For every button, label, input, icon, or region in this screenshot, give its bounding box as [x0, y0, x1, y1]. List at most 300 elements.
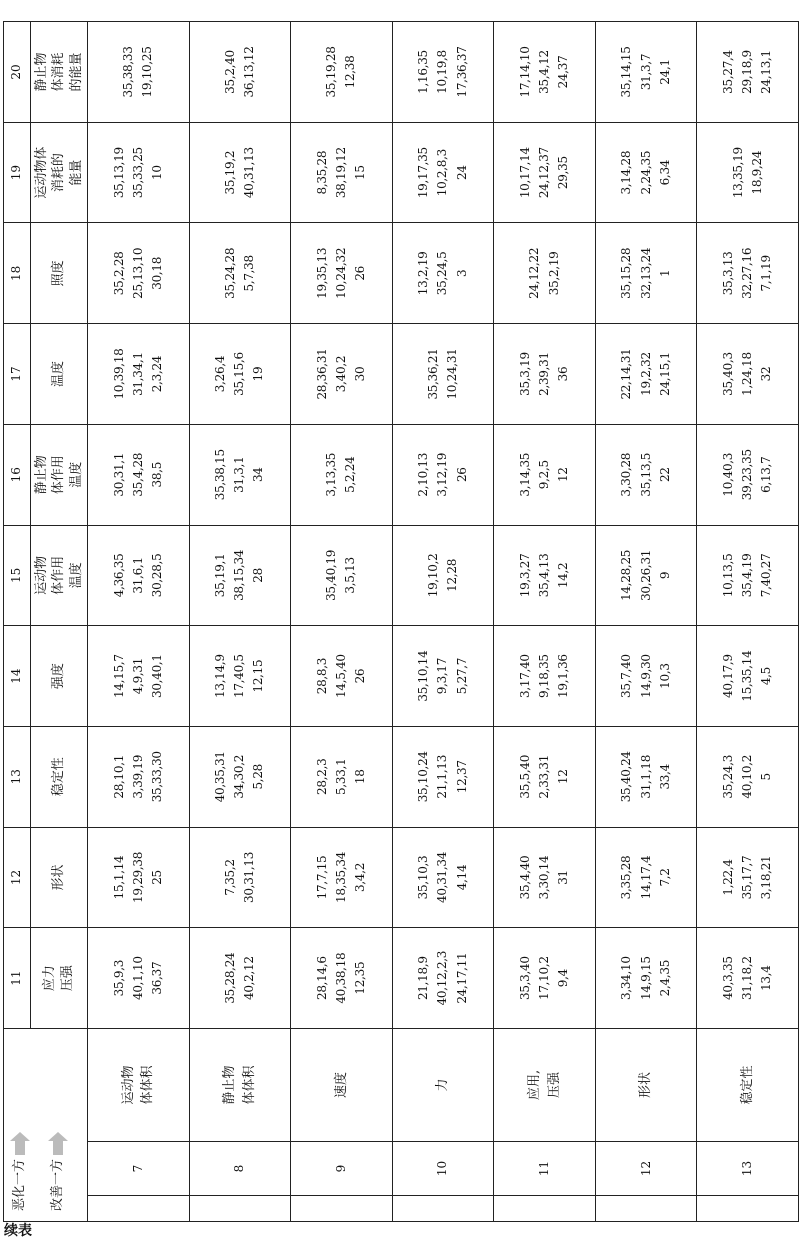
matrix-cell: [88, 525, 190, 626]
cell-line: 40,35,31: [213, 751, 228, 803]
row-spacer-cell: [291, 1196, 393, 1222]
column-label-cell: [31, 726, 88, 827]
column-label-cell: [31, 626, 88, 727]
cell-line: 40,3,35: [720, 956, 735, 1000]
cell-line: 2,24,35: [638, 150, 653, 195]
cell-line: 28,14,6: [314, 956, 329, 1000]
cell-line: 32,27,16: [740, 247, 755, 299]
cell-line: 14,9,15: [638, 956, 653, 1000]
cell-line: 5,33,1: [333, 758, 348, 795]
cell-line: 24,15,1: [657, 352, 672, 396]
matrix-cell: [595, 22, 697, 123]
cell-line: 3,4,2: [353, 862, 367, 892]
matrix-cell: [291, 525, 393, 626]
cell-line: 13,35,19: [730, 147, 745, 199]
matrix-cell: [291, 424, 393, 525]
row-number-cell: 7: [88, 1142, 190, 1196]
cell-line: 12,15: [251, 659, 266, 693]
cell-line: 40,2,12: [241, 956, 256, 1000]
cell-line: 35,14,15: [619, 46, 634, 98]
cell-line: 温度: [68, 562, 84, 589]
cell-line: 3,14,28: [619, 150, 634, 195]
cell-line: 26: [454, 467, 469, 483]
cell-line: 31,18,2: [740, 956, 755, 1000]
matrix-cell: [595, 223, 697, 324]
cell-line: 运动物: [120, 1065, 136, 1105]
matrix-cell: [697, 928, 799, 1029]
matrix-cell: [189, 324, 291, 425]
cell-line: 静止物: [33, 52, 49, 92]
cell-line: 14,15,7: [111, 654, 126, 698]
cell-line: 34,30,2: [232, 754, 247, 799]
cell-line: 19,29,38: [130, 851, 145, 903]
column-number-cell: 13: [4, 726, 31, 827]
matrix-cell: [291, 928, 393, 1029]
cell-line: 24,12,37: [536, 147, 551, 199]
cell-line: 28,8,3: [314, 657, 329, 695]
cell-line: 35,24,28: [222, 247, 237, 299]
cell-line: 9,3,17: [435, 657, 450, 695]
cell-line: 35,40,19: [324, 549, 339, 601]
cell-line: 7,2: [657, 868, 672, 887]
cell-line: 12,38: [343, 55, 358, 89]
cell-line: 运动物体: [33, 146, 49, 199]
cell-line: 35,28,24: [222, 952, 237, 1004]
cell-line: 2,39,31: [536, 352, 551, 396]
matrix-cell: [392, 324, 494, 425]
row-number-cell: 13: [697, 1142, 799, 1196]
row-number-cell: 9: [291, 1142, 393, 1196]
cell-line: 35,24,5: [435, 251, 450, 296]
cell-line: 2,4,35: [657, 959, 672, 997]
cell-line: 9,4: [556, 969, 571, 988]
row-number-cell: 12: [595, 1142, 697, 1196]
matrix-cell: [697, 223, 799, 324]
cell-line: 32: [759, 366, 774, 382]
cell-line: 17,14,10: [517, 46, 532, 98]
matrix-cell: [392, 626, 494, 727]
matrix-cell: [88, 726, 190, 827]
matrix-cell: [189, 626, 291, 727]
cell-line: 28,2,3: [314, 758, 329, 795]
cell-line: 40,1,10: [130, 956, 145, 1000]
cell-line: 3,40,2: [333, 355, 348, 393]
cell-line: 35,40,3: [720, 352, 735, 396]
table-row: [189, 22, 291, 1222]
cell-line: 18,35,34: [333, 851, 348, 903]
matrix-cell: [595, 827, 697, 928]
cell-line: 应用,: [527, 1069, 543, 1101]
matrix-cell: [494, 122, 596, 223]
cell-line: 5,2,24: [343, 456, 358, 493]
cell-line: 24,1: [657, 59, 672, 85]
matrix-cell: [697, 525, 799, 626]
cell-line: 3,18,21: [759, 855, 774, 900]
cell-line: 35,19,1: [213, 553, 228, 598]
cell-line: 3,30,14: [536, 855, 551, 900]
cell-line: 31,34,1: [130, 352, 145, 396]
matrix-cell: [595, 324, 697, 425]
row-label-cell: [88, 1028, 190, 1141]
matrix-cell: [595, 928, 697, 1029]
row-spacer-cell: [88, 1196, 190, 1222]
row-label-cell: [494, 1028, 596, 1141]
cell-line: 35,17,7: [740, 855, 755, 900]
cell-line: 30,31,13: [241, 851, 256, 903]
cell-line: 10,2,8,3: [435, 149, 450, 197]
worse-side-text: 恶化一方: [12, 1158, 27, 1211]
cell-line: 19,2,32: [638, 352, 653, 396]
table-body: [4, 22, 799, 1222]
matrix-cell: [697, 324, 799, 425]
cell-line: 35,24,3: [720, 754, 735, 799]
row-number-cell: 10: [392, 1142, 494, 1196]
cell-line: 33,4: [657, 764, 672, 790]
matrix-cell: [697, 726, 799, 827]
cell-line: 35,33,25: [130, 147, 145, 199]
cell-line: 35,3,19: [517, 352, 532, 396]
cell-line: 35,10,3: [416, 855, 431, 900]
cell-line: 10,24,32: [333, 247, 348, 299]
row-spacer-cell: [189, 1196, 291, 1222]
matrix-cell: [291, 223, 393, 324]
row-number-cell: 11: [494, 1142, 596, 1196]
cell-line: 温度: [51, 361, 67, 388]
cell-line: 3: [454, 269, 469, 277]
cell-line: 照度: [51, 260, 67, 287]
cell-line: 35,10,14: [416, 650, 431, 702]
cell-line: 5: [759, 773, 774, 781]
matrix-cell: [392, 928, 494, 1029]
cell-line: 17,7,15: [314, 855, 329, 900]
cell-line: 体体积: [140, 1065, 156, 1105]
better-side-label: [48, 1141, 69, 1211]
cell-line: 5,28: [251, 764, 266, 790]
cell-line: 速度: [333, 1071, 349, 1098]
cell-line: 35,3,13: [720, 251, 735, 296]
cell-line: 35,2,28: [111, 251, 126, 296]
cell-line: 31,1,18: [638, 754, 653, 799]
cell-line: 12,37: [454, 760, 469, 794]
cell-line: 35,40,24: [619, 751, 634, 803]
rotated-table-wrapper: [3, 22, 801, 1222]
cell-line: 31,6,1: [130, 557, 145, 594]
cell-line: 应力: [42, 965, 58, 992]
column-number-row: [4, 22, 31, 1222]
cell-line: 9,2,5: [536, 460, 551, 490]
matrix-cell: [494, 424, 596, 525]
cell-line: 4,9,31: [130, 657, 145, 695]
matrix-cell: [697, 424, 799, 525]
cell-line: 30,40,1: [149, 654, 164, 698]
cell-line: 10,17,14: [517, 147, 532, 199]
cell-line: 静止物: [222, 1065, 238, 1105]
matrix-cell: [392, 827, 494, 928]
matrix-cell: [494, 626, 596, 727]
cell-line: 35,36,21: [425, 348, 440, 400]
column-label-cell: [31, 324, 88, 425]
row-label-cell: [392, 1028, 494, 1141]
cell-line: 体作用: [51, 455, 67, 495]
cell-line: 40,38,18: [333, 952, 348, 1004]
cell-line: 10,39,18: [111, 348, 126, 400]
column-number-cell: 18: [4, 223, 31, 324]
cell-line: 35,15,6: [232, 352, 247, 396]
cell-line: 19,10,2: [425, 553, 440, 598]
matrix-cell: [494, 22, 596, 123]
column-number-cell: 17: [4, 324, 31, 425]
matrix-cell: [392, 223, 494, 324]
cell-line: 17,10,2: [536, 956, 551, 1000]
cell-line: 31: [556, 870, 571, 885]
table-row: [291, 22, 393, 1222]
cell-line: 稳定性: [739, 1065, 755, 1105]
right-arrow-icon: [53, 1141, 63, 1155]
cell-line: 12: [556, 467, 571, 483]
cell-line: 35,3,40: [517, 956, 532, 1000]
matrix-cell: [189, 424, 291, 525]
cell-line: 36,37: [149, 961, 164, 995]
matrix-cell: [88, 324, 190, 425]
cell-line: 35,19,2: [222, 150, 237, 195]
matrix-cell: [494, 928, 596, 1029]
cell-line: 19,10,25: [140, 46, 155, 98]
row-number-cell: 8: [189, 1142, 291, 1196]
cell-line: 2,3,24: [149, 355, 164, 393]
cell-line: 6,34: [657, 159, 672, 186]
matrix-cell: [697, 827, 799, 928]
cell-line: 39,23,35: [740, 449, 755, 501]
cell-line: 8,35,28: [314, 150, 329, 195]
matrix-cell: [291, 626, 393, 727]
cell-line: 25,13,10: [130, 247, 145, 299]
cell-line: 35,38,33: [121, 46, 136, 98]
cell-line: 35,15,28: [619, 247, 634, 299]
cell-line: 形状: [638, 1071, 654, 1098]
cell-line: 6,13,7: [759, 456, 774, 493]
cell-line: 26: [353, 266, 367, 281]
cell-line: 3,26,4: [213, 355, 228, 393]
row-spacer-cell: [697, 1196, 799, 1222]
cell-line: 24,12,22: [527, 247, 542, 299]
matrix-cell: [189, 223, 291, 324]
matrix-cell: [189, 726, 291, 827]
cell-line: 的能量: [68, 52, 84, 92]
cell-line: 14,2: [556, 562, 571, 589]
cell-line: 4,5: [759, 666, 774, 686]
matrix-cell: [88, 626, 190, 727]
cell-line: 35,4,19: [740, 553, 755, 598]
cell-line: 2,33,31: [536, 754, 551, 799]
cell-line: 消耗的: [51, 153, 67, 193]
column-label-cell: [31, 827, 88, 928]
cell-line: 35,5,40: [517, 754, 532, 799]
cell-line: 26: [353, 668, 367, 684]
matrix-cell: [291, 726, 393, 827]
cell-line: 14,28,25: [619, 549, 634, 601]
matrix-cell: [88, 827, 190, 928]
cell-line: 3,12,19: [435, 452, 450, 497]
cell-line: 35,4,13: [536, 553, 551, 598]
matrix-cell: [88, 223, 190, 324]
column-number-cell: 16: [4, 424, 31, 525]
cell-line: 15,35,14: [740, 650, 755, 702]
column-label-cell: [31, 424, 88, 525]
continued-label: 续表: [4, 1223, 32, 1239]
column-label-cell: [31, 928, 88, 1029]
cell-line: 3,35,28: [619, 855, 634, 900]
matrix-cell: [88, 22, 190, 123]
cell-line: 10,13,5: [720, 553, 735, 598]
cell-line: 1: [657, 269, 672, 277]
matrix-cell: [88, 928, 190, 1029]
cell-line: 13,2,19: [416, 251, 431, 296]
cell-line: 14,5,40: [333, 654, 348, 698]
matrix-cell: [697, 22, 799, 123]
matrix-cell: [392, 726, 494, 827]
matrix-cell: [291, 122, 393, 223]
cell-line: 10: [149, 165, 164, 180]
cell-line: 10,3: [657, 663, 672, 689]
cell-line: 35,13,5: [638, 452, 653, 497]
cell-line: 温度: [68, 461, 84, 488]
cell-line: 15: [353, 165, 367, 180]
cell-line: 35,9,3: [111, 959, 126, 997]
cell-line: 21,1,13: [435, 754, 450, 799]
worse-side-label: [10, 1141, 31, 1211]
cell-line: 30,31,1: [111, 452, 126, 497]
cell-line: 12: [556, 769, 571, 785]
cell-line: 40,31,13: [241, 147, 256, 199]
row-label-cell: [291, 1028, 393, 1141]
cell-line: 21,18,9: [416, 956, 431, 1000]
matrix-cell: [595, 726, 697, 827]
cell-line: 35,2,19: [546, 251, 561, 296]
cell-line: 体消耗: [51, 52, 67, 92]
matrix-cell: [291, 324, 393, 425]
cell-line: 35,2,40: [222, 50, 237, 94]
cell-line: 29,35: [556, 156, 571, 190]
cell-line: 3,34,10: [619, 956, 634, 1000]
cell-line: 28,10,1: [111, 754, 126, 799]
cell-line: 13,14,9: [213, 654, 228, 698]
cell-line: 28: [251, 568, 266, 583]
cell-line: 31,3,7: [638, 53, 653, 91]
cell-line: 40,17,9: [720, 654, 735, 698]
column-label-cell: [31, 22, 88, 123]
cell-line: 30: [353, 366, 367, 382]
cell-line: 4,14: [454, 864, 469, 891]
matrix-cell: [189, 525, 291, 626]
cell-line: 35,38,15: [213, 449, 228, 501]
cell-line: 5,7,38: [241, 255, 256, 292]
column-number-cell: 20: [4, 22, 31, 123]
table-row: [595, 22, 697, 1222]
cell-line: 19,1,36: [556, 654, 571, 698]
cell-line: 36: [556, 366, 571, 382]
cell-line: 1,24,18: [740, 352, 755, 396]
cell-line: 19: [251, 366, 266, 382]
cell-line: 18: [353, 769, 367, 785]
cell-line: 1,16,35: [416, 50, 431, 94]
column-label-cell: [31, 122, 88, 223]
cell-line: 40,12,2,3: [435, 950, 450, 1006]
cell-line: 体体积: [241, 1065, 257, 1105]
cell-line: 35,10,24: [416, 751, 431, 803]
cell-line: 22,14,31: [619, 348, 634, 400]
cell-line: 35,33,30: [149, 751, 164, 803]
cell-line: 38,15,34: [232, 549, 247, 601]
cell-line: 运动物: [33, 555, 49, 595]
cell-line: 3,17,40: [517, 654, 532, 698]
matrix-cell: [189, 22, 291, 123]
matrix-cell: [697, 122, 799, 223]
row-label-cell: [697, 1028, 799, 1141]
column-label-cell: [31, 525, 88, 626]
cell-line: 40,10,2: [740, 754, 755, 799]
matrix-cell: [595, 525, 697, 626]
cell-line: 35,27,4: [720, 50, 735, 94]
cell-line: 13,4: [759, 965, 774, 991]
matrix-cell: [88, 122, 190, 223]
cell-line: 2,10,13: [416, 452, 431, 497]
contradiction-matrix-table: [3, 21, 799, 1222]
cell-line: 能量: [68, 159, 84, 186]
matrix-cell: [494, 827, 596, 928]
column-number-cell: 12: [4, 827, 31, 928]
cell-line: 35,7,40: [619, 654, 634, 698]
cell-line: 35,19,28: [324, 46, 339, 98]
matrix-cell: [392, 424, 494, 525]
column-number-cell: 11: [4, 928, 31, 1029]
cell-line: 22: [657, 467, 672, 483]
matrix-cell: [392, 122, 494, 223]
matrix-cell: [494, 726, 596, 827]
column-number-cell: 19: [4, 122, 31, 223]
cell-line: 35,4,28: [130, 452, 145, 497]
matrix-cell: [392, 525, 494, 626]
cell-line: 3,5,13: [343, 557, 358, 594]
cell-line: 29,18,9: [740, 50, 755, 94]
matrix-cell: [189, 827, 291, 928]
matrix-cell: [291, 827, 393, 928]
cell-line: 19,3,27: [517, 553, 532, 598]
cell-line: 15,1,14: [111, 855, 126, 900]
matrix-cell: [291, 22, 393, 123]
better-side-text: 改善一方: [50, 1158, 65, 1211]
cell-line: 24: [454, 165, 469, 180]
cell-line: 14,9,30: [638, 654, 653, 698]
cell-line: 10,19,8: [435, 50, 450, 94]
cell-line: 10,24,31: [444, 348, 459, 400]
cell-line: 24,17,11: [454, 952, 469, 1004]
cell-line: 1,22,4: [720, 859, 735, 896]
cell-line: 压强: [60, 965, 75, 992]
cell-line: 静止物: [33, 455, 49, 495]
cell-line: 19,17,35: [416, 147, 431, 199]
cell-line: 7,40,27: [759, 553, 774, 598]
matrix-cell: [595, 424, 697, 525]
cell-line: 30,28,5: [149, 553, 164, 598]
cell-line: 38,5: [149, 461, 164, 488]
cell-line: 30,18: [149, 256, 164, 290]
cell-line: 稳定性: [51, 757, 67, 797]
cell-line: 体作用: [51, 555, 67, 595]
row-spacer-cell: [494, 1196, 596, 1222]
cell-line: 12,28: [444, 558, 459, 592]
cell-line: 34: [251, 467, 266, 483]
cell-line: 32,13,24: [638, 247, 653, 299]
